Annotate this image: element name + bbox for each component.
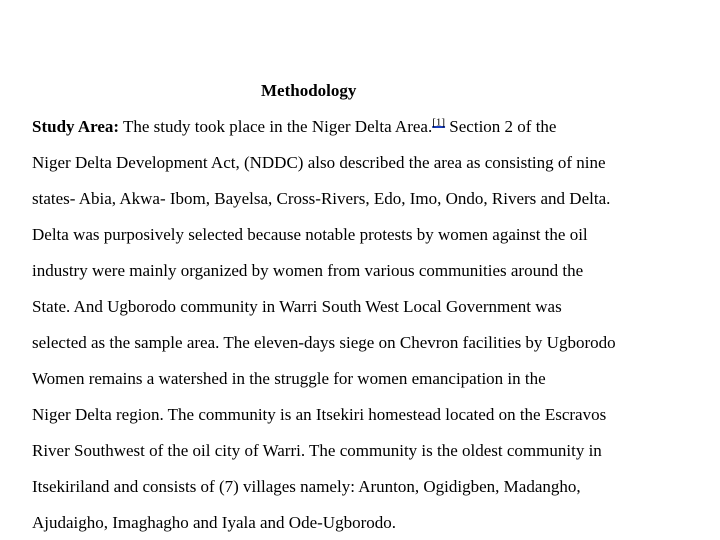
section-heading: Methodology: [261, 81, 357, 100]
footnote-reference-link[interactable]: [1]: [432, 116, 446, 129]
paragraph-line-2: Niger Delta Development Act, (NDDC) also described the area as consisting of nine: [32, 153, 606, 172]
line-1-text-end: Section 2 of the: [445, 117, 557, 136]
paragraph-line-3: states- Abia, Akwa- Ibom, Bayelsa, Cross-Rivers, Edo, Imo, Ondo, Rivers and Delta.: [32, 189, 611, 208]
paragraph-line-11: Itsekiriland and consists of (7) villages namely: Arunton, Ogidigben, Madangho,: [32, 477, 581, 496]
line-1-text: The study took place in the Niger Delta Area.: [119, 117, 433, 136]
paragraph-line-5: industry were mainly organized by women from various communities around the: [32, 261, 584, 280]
paragraph-line-7: selected as the sample area. The eleven-days siege on Chevron facilities by Ugborodo: [32, 333, 616, 352]
paragraph-line-12: Ajudaigho, Imaghagho and Iyala and Ode-Ugborodo.: [32, 513, 396, 532]
paragraph-line-4: Delta was purposively selected because notable protests by women against the oil: [32, 225, 588, 244]
paragraph-line-10: River Southwest of the oil city of Warri. The community is the oldest community in: [32, 441, 602, 460]
paragraph-line-1: [32, 116, 556, 138]
study-area-label: Study Area:: [32, 117, 120, 136]
paragraph-line-8: Women remains a watershed in the struggle for women emancipation in the: [32, 369, 546, 388]
paragraph-line-9: Niger Delta region. The community is an Itsekiri homestead located on the Escravos: [32, 405, 607, 424]
paragraph-line-6: State. And Ugborodo community in Warri South West Local Government was: [32, 297, 562, 316]
